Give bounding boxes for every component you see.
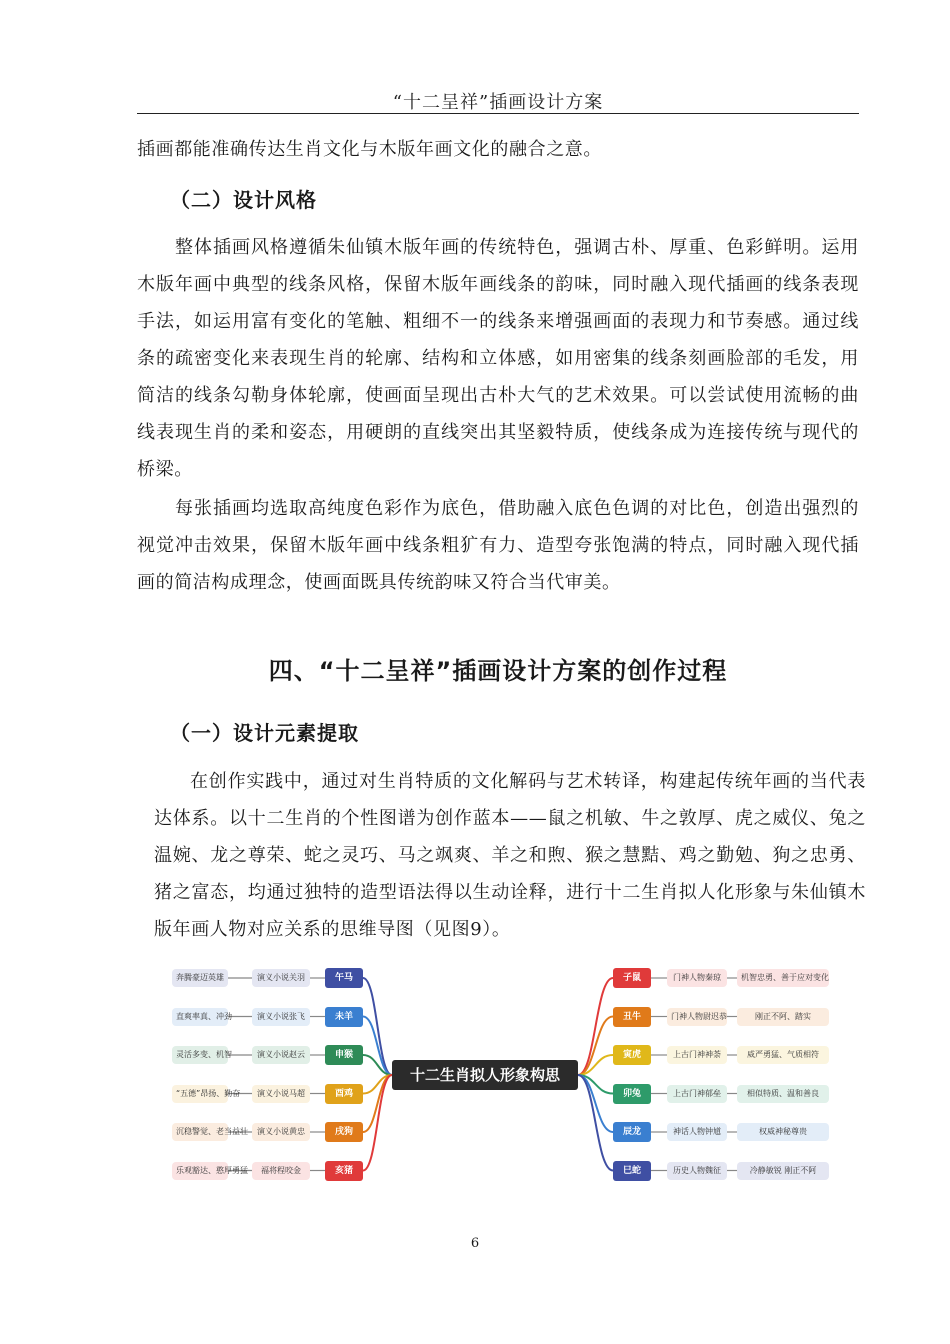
mindmap-branch-left [363,978,392,1075]
mindmap-trait-right: 冷静敏锐 刚正不阿 [737,1162,829,1180]
mindmap-trait-right: 机智忠勇、善于应对变化 [737,969,829,987]
mindmap-center-node: 十二生肖拟人形象构思 [392,1060,578,1090]
mindmap-zodiac-node-left: 戌狗 [325,1122,363,1142]
mindmap-figure-left: 福将程咬金 [252,1162,310,1180]
mindmap-figure-right: 历史人物魏征 [667,1162,727,1180]
section-heading-design-style: （二）设计风格 [170,188,317,212]
mindmap-figure-right: 上古门神郁垒 [667,1085,727,1103]
mindmap-figure-right: 神话人物钟馗 [667,1123,727,1141]
mindmap-figure-left: 演义小说张飞 [252,1008,310,1026]
mindmap-trait-left: 灵活多变、机智 [172,1046,228,1064]
chapter-heading: 四、“十二呈祥”插画设计方案的创作过程 [268,657,728,685]
mindmap-trait-left: 直爽率真、冲劲 [172,1008,228,1026]
mindmap-zodiac-node-left: 亥猪 [325,1161,363,1181]
mindmap-trait-right: 相似特质、温和善良 [737,1085,829,1103]
mindmap-zodiac-node-right: 子鼠 [613,968,651,988]
mindmap-trait-right: 权威神秘尊贵 [737,1123,829,1141]
mindmap-trait-right: 刚正不阿、踏实 [737,1008,829,1026]
mindmap-zodiac-node-left: 午马 [325,968,363,988]
mindmap-figure-left: 演义小说黄忠 [252,1123,310,1141]
mindmap-figure-left: 演义小说马超 [252,1085,310,1103]
mindmap-figure-left: 演义小说关羽 [252,969,310,987]
mindmap-figure-left: 演义小说赵云 [252,1046,310,1064]
paragraph-style-lines: 整体插画风格遵循朱仙镇木版年画的传统特色，强调古朴、厚重、色彩鲜明。运用木版年画中典型的线条风格，保留木版年画线条的韵味，同时融入现代插画的线条表现手法，如运用富有变化的笔触、粗细不一的线条来增强画面的表现力和节奏感。通过线条的疏密变化来表现生肖的轮廓、结构和立体感，如用密集的线条刻画脸部的毛发，用简洁的线条勾勒身体轮廓，使画面呈现出古朴大气的艺术效果。可以尝试使用流畅的曲线表现生肖的柔和姿态，用硬朗的直线突出其坚毅特质，使线条成为连接传统与现代的桥梁。 [137,237,859,480]
mindmap-trait-right: 威严勇猛、气质相符 [737,1046,829,1064]
mindmap-zodiac-node-right: 辰龙 [613,1122,651,1142]
paragraph-continuation: 插画都能准确传达生肖文化与木版年画文化的融合之意。 [137,139,602,160]
mindmap-trait-left: “五德”昂扬、勤奋 [172,1085,228,1103]
mindmap-branch-right [578,978,613,1075]
mindmap-branch-left [363,1075,392,1171]
mindmap-branch-right [578,1075,613,1171]
mindmap-zodiac-node-right: 卯兔 [613,1084,651,1104]
mindmap-trait-left: 沉稳警觉、老当益壮 [172,1123,228,1141]
mindmap-figure-right: 门神人物尉迟恭 [667,1008,727,1026]
mindmap-zodiac-node-left: 申猴 [325,1045,363,1065]
page-number: 6 [470,1236,480,1251]
mindmap-figure-right: 上古门神神荼 [667,1046,727,1064]
mindmap-trait-left: 乐观豁达、憨厚勇猛 [172,1162,228,1180]
mindmap-zodiac-node-right: 丑牛 [613,1007,651,1027]
mindmap-zodiac-node-left: 未羊 [325,1007,363,1027]
paragraph-style-colors: 每张插画均选取高纯度色彩作为底色，借助融入底色色调的对比色，创造出强烈的视觉冲击效果，保留木版年画中线条粗犷有力、造型夸张饱满的特点，同时融入现代插画的简洁构成理念，使画面既具传统韵味又符合当代审美。 [137,498,859,593]
mindmap-figure-right: 门神人物秦琼 [667,969,727,987]
mindmap-zodiac-node-right: 巳蛇 [613,1161,651,1181]
header-rule [137,113,859,114]
running-header: “十二呈祥”插画设计方案 [392,92,604,113]
mindmap-zodiac-node-left: 酉鸡 [325,1084,363,1104]
section-heading-element-extraction: （一）设计元素提取 [170,721,359,745]
mindmap-trait-left: 奔腾豪迈英雄 [172,969,228,987]
paragraph-element-extraction: 在创作实践中，通过对生肖特质的文化解码与艺术转译，构建起传统年画的当代表达体系。以十二生肖的个性图谱为创作蓝本——鼠之机敏、牛之敦厚、虎之威仪、兔之温婉、龙之尊荣、蛇之灵巧、马之飒爽、羊之和煦、猴之慧黠、鸡之勤勉、狗之忠勇、猪之富态，均通过独特的造型语法得以生动诠释，进行十二生肖拟人化形象与朱仙镇木版年画人物对应关系的思维导图（见图9）。 [154,771,866,940]
mindmap-figure [160,958,840,1188]
mindmap-zodiac-node-right: 寅虎 [613,1045,651,1065]
